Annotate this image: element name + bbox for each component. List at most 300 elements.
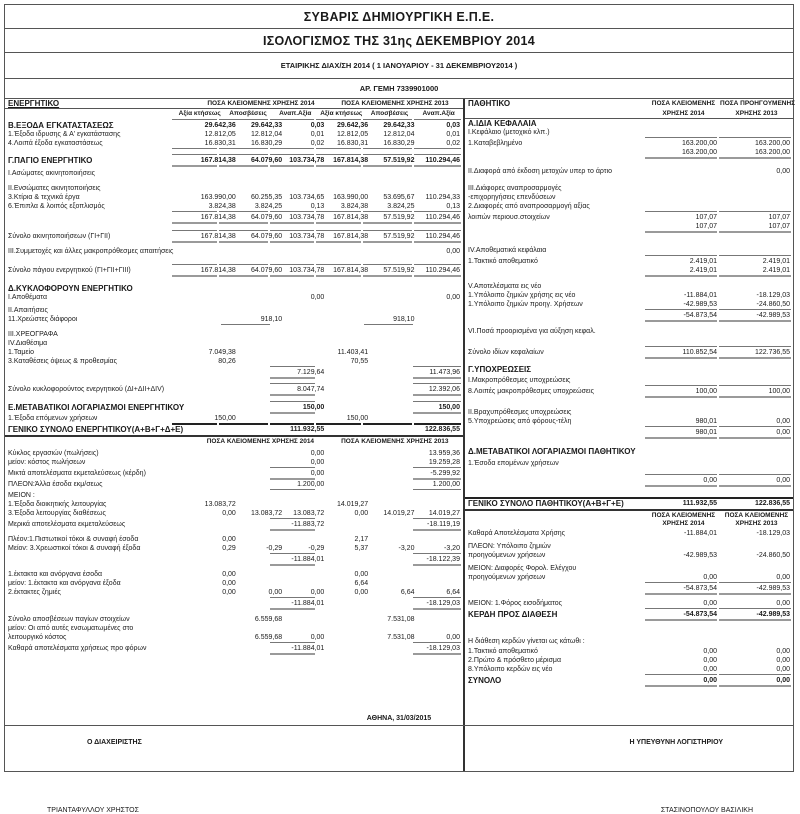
table-row [5, 139, 463, 148]
spacer [219, 241, 267, 243]
row-value: 6.559,68 [254, 634, 283, 641]
table-row [5, 293, 463, 302]
row-value: 1.200,00 [297, 481, 325, 488]
table-row [465, 128, 793, 137]
row-value: -11.884,01 [291, 556, 325, 563]
table-row [465, 499, 793, 508]
table-row [5, 348, 463, 357]
spacer [364, 653, 413, 655]
row-value: 111.932,55 [290, 426, 325, 433]
spacer [270, 377, 315, 379]
balance-sheet-body [5, 99, 796, 814]
row-label: 1.Τακτικό αποθεματικό [468, 648, 538, 655]
spacer [413, 653, 461, 655]
assets-column [5, 99, 465, 771]
table-row [5, 202, 463, 211]
row-value: 3.824,38 [340, 203, 369, 210]
row-value: 80,26 [218, 358, 236, 365]
row-value: -5.299,92 [430, 470, 460, 477]
spacer [270, 653, 315, 655]
row-value: 163.990,00 [333, 194, 369, 201]
row-label: Κύκλος εργασιών (πωλήσεις) [8, 450, 99, 457]
row-value: -18.129,03 [756, 530, 790, 537]
row-label: Γ.ΥΠΟΧΡΕΩΣΕΙΣ [468, 365, 532, 374]
row-label: Καθαρά αποτελέσματα χρήσεως προ φόρων [8, 645, 147, 652]
table-row [5, 368, 463, 377]
spacer [270, 608, 315, 610]
assets-col-acq-2013: Αξία κτήσεως [320, 110, 363, 117]
row-value: 0,00 [776, 168, 790, 175]
rule [5, 324, 463, 326]
row-value: -11.884,01 [291, 645, 325, 652]
company-name: ΣΥΒΑΡΙΣ ΔΗΜΙΟΥΡΓΙΚΗ Ε.Π.Ε. [303, 9, 495, 24]
spacer [175, 564, 221, 566]
spacer [5, 256, 463, 264]
row-label: ΓΕΝΙΚΟ ΣΥΝΟΛΟ ΕΝΕΡΓΗΤΙΚΟΥ(Α+Β+Γ+Δ+Ε) [8, 425, 184, 434]
row-value: -11.883,72 [291, 521, 325, 528]
row-value: 100,00 [768, 388, 790, 395]
document-title-box [5, 29, 793, 53]
spacer [413, 529, 461, 531]
row-label: 4.Λοιπά έξοδα εγκαταστάσεως [8, 140, 103, 147]
row-label: 2.έκτακτες ζημιές [8, 589, 61, 596]
spacer [719, 485, 791, 487]
table-row [5, 232, 463, 241]
spacer [175, 529, 221, 531]
spacer [465, 275, 645, 277]
table-row [465, 291, 793, 300]
row-label: Α.ΙΔΙΑ ΚΕΦΑΛΑΙΑ [468, 119, 537, 128]
spacer [219, 222, 267, 224]
spacer [270, 165, 314, 167]
row-value: 0,02 [446, 140, 460, 147]
table-row [465, 327, 793, 336]
spacer [719, 320, 791, 322]
row-value: 107,07 [695, 214, 717, 221]
spacer [363, 148, 411, 150]
row-value: 16.830,29 [251, 140, 283, 147]
row-value: 13.083,72 [251, 510, 283, 517]
row-label: 1.Έσοδα επομένων χρήσεων [468, 460, 559, 467]
table-row [5, 599, 463, 608]
table-row [465, 676, 793, 685]
spacer [316, 275, 362, 277]
spacer [645, 437, 717, 439]
rule [465, 231, 793, 233]
spacer [645, 157, 717, 159]
spacer [719, 685, 791, 687]
row-value: 167.814,38 [200, 267, 236, 274]
row-label: III.Συμμετοχές και άλλες μακροπρόθεσμες απαιτήσεις [8, 248, 174, 255]
rule [465, 593, 793, 595]
row-value: 980,01 [695, 418, 717, 425]
row-value: 0,00 [268, 589, 283, 596]
row-label: Μερικά αποτελέσματα εκμεταλεύσεως [8, 521, 126, 528]
row-value: 103.734,78 [289, 157, 325, 164]
table-row [465, 665, 793, 674]
spacer [272, 324, 317, 326]
spacer [172, 148, 218, 150]
row-value: 918,10 [393, 316, 415, 323]
spacer [5, 275, 172, 277]
table-row [5, 579, 463, 588]
table-row [5, 357, 463, 366]
row-value: 0,00 [776, 477, 790, 484]
row-label: Μείον: 3.Χρεωστικοί τόκοι & συναφή έξοδα [8, 545, 141, 552]
table-row [5, 156, 463, 165]
row-label: 1.Ταμείο [8, 349, 34, 356]
row-label: Σύνολο κυκλοφορούντος ενεργητικού (ΔΙ+ΔΙΙ+ΔΙV) [8, 386, 165, 393]
row-value: -42.989,53 [683, 552, 717, 559]
row-value: 11.403,41 [337, 349, 369, 356]
spacer [270, 241, 314, 243]
row-label: 3.Κτίρια & τεχνικά έργα [8, 194, 80, 201]
table-row [465, 573, 793, 582]
row-value: 122.736,55 [754, 349, 790, 356]
row-value: 167.814,38 [200, 233, 236, 240]
spacer [219, 275, 267, 277]
spacer [270, 529, 315, 531]
row-value: 0,00 [703, 600, 717, 607]
row-label: ΓΕΝΙΚΟ ΣΥΝΟΛΟ ΠΑΘΗΤΙΚΟΥ(Α+Β+Γ+Ε) [468, 499, 624, 508]
spacer [645, 619, 717, 621]
spacer [270, 394, 315, 396]
rule [465, 157, 793, 159]
accountant-title: Η ΥΠΕΥΘΥΝΗ ΛΟΓΙΣΤΗΡΙΟΥ [629, 739, 723, 746]
table-row [465, 365, 793, 374]
row-label: λειτουργικό κόστος [8, 634, 67, 641]
row-value: 167.814,38 [200, 157, 236, 164]
table-row [5, 509, 463, 518]
spacer [465, 685, 645, 687]
row-value: 12.392,06 [428, 386, 460, 393]
row-label: Σύνολο ακινητοποιήσεων (ΓΙ+ΓΙΙ) [8, 233, 111, 240]
row-value: 16.830,29 [383, 140, 415, 147]
spacer [645, 685, 717, 687]
row-value: 0,00 [310, 450, 325, 457]
spacer [364, 377, 413, 379]
row-value: 0,00 [446, 294, 460, 301]
row-value: 7.531,08 [387, 616, 415, 623]
row-value: 6.559,68 [254, 616, 283, 623]
document-frame [4, 4, 796, 814]
row-value: 3.824,38 [208, 203, 236, 210]
row-label: 3.Καταθέσεις όψεως & προθεσμίας [8, 358, 117, 365]
row-value: 29.642,36 [337, 122, 369, 129]
row-value: 110.294,33 [425, 194, 460, 201]
table-row [5, 315, 463, 324]
row-value: -54.873,54 [683, 611, 717, 618]
row-label: 2.Διαφορές από αναπροσαρμογή αξίας [468, 203, 590, 210]
row-value: 70,55 [350, 358, 369, 365]
row-value: 103.734,78 [289, 233, 325, 240]
row-value: 103.734,78 [289, 214, 325, 221]
table-row [465, 408, 793, 417]
spacer [465, 357, 645, 359]
spacer [465, 233, 793, 246]
spacer [645, 357, 717, 359]
pd-year-2013-header: ΠΟΣΑ ΚΛΕΙΟΜΕΝΗΣ [724, 512, 789, 519]
spacer [172, 275, 218, 277]
spacer [221, 377, 270, 379]
row-label: VI.Ποσά προορισμένα για αύξηση κεφαλ. [468, 328, 596, 335]
row-label: 1.Έξοδα επόμενων χρήσεων [8, 415, 98, 422]
row-value: -24.860,50 [756, 301, 790, 308]
row-value: 0,00 [222, 510, 236, 517]
row-value: 122.836,55 [754, 500, 790, 507]
spacer [221, 564, 270, 566]
row-value: -18.129,03 [756, 292, 790, 299]
spacer [645, 396, 717, 398]
row-value: 167.814,38 [333, 267, 369, 274]
row-value: 6,64 [400, 589, 415, 596]
spacer [317, 564, 363, 566]
row-value: 57.519,92 [383, 267, 415, 274]
table-row [5, 330, 463, 339]
assets-year-2013-header: ΠΟΣΑ ΚΛΕΙΟΜΕΝΗΣ ΧΡΗΣΗΣ 2013 [341, 100, 449, 107]
table-row [465, 202, 793, 211]
row-value: -54.873,54 [683, 312, 717, 319]
spacer [465, 485, 645, 487]
spacer [465, 593, 645, 595]
row-label: I.Κεφάλαιο (μετοχικό κλπ.) [468, 129, 550, 136]
spacer [5, 277, 463, 284]
table-row [465, 266, 793, 275]
table-row [465, 311, 793, 320]
row-value: 14.019,27 [383, 510, 415, 517]
rule [5, 653, 463, 655]
row-value: 12.812,05 [204, 131, 236, 138]
table-row [5, 425, 463, 434]
row-value: 110.294,46 [425, 233, 460, 240]
row-value: 64.079,60 [251, 214, 283, 221]
row-value: 0,00 [703, 477, 717, 484]
row-value: 13.083,72 [204, 501, 236, 508]
spacer [221, 394, 270, 396]
row-value: -11.884,01 [684, 292, 717, 299]
row-value: 150,00 [346, 415, 369, 422]
spacer [363, 241, 411, 243]
row-value: 0,01 [446, 131, 460, 138]
row-value: 64.079,60 [251, 267, 283, 274]
row-value: 167.814,38 [333, 233, 369, 240]
row-value: 16.830,31 [337, 140, 369, 147]
rule [465, 619, 793, 621]
row-value: 150,00 [438, 404, 460, 411]
spacer [465, 621, 793, 637]
row-value: 29.642,33 [251, 122, 283, 129]
row-value: -18.119,19 [427, 521, 460, 528]
assets-col-depr-2013: Αποσβέσεις [370, 110, 409, 117]
row-label: I.Ασώματες ακινητοποιήσεις [8, 170, 96, 177]
table-row [465, 447, 793, 456]
table-row [5, 403, 463, 412]
row-value: 167.814,38 [333, 157, 369, 164]
table-row [5, 385, 463, 394]
table-row [465, 542, 793, 551]
manager-name: ΤΡΙΑΝΤΑΦΥΛΛΟΥ ΧΡΗΣΤΟΣ [47, 807, 139, 814]
liabilities-rows [465, 119, 793, 508]
row-label: 3.Έξοδα λειτουργίας διαθέσεως [8, 510, 106, 517]
row-value: -11.884,01 [684, 530, 717, 537]
table-row [465, 300, 793, 309]
row-label: μείον: 1.έκτακτα και ανόργανα έξοδα [8, 580, 121, 587]
spacer [219, 165, 267, 167]
row-label: 1.Έξοδα ιδρυσης & Α' εγκατάστασης [8, 131, 121, 138]
spacer [317, 324, 363, 326]
spacer [316, 148, 362, 150]
assets-heading: ΕΝΕΡΓΗΤΙΚΟ [8, 99, 60, 108]
row-value: 0,00 [446, 248, 460, 255]
table-row [465, 282, 793, 291]
table-row [5, 130, 463, 139]
spacer [317, 394, 363, 396]
row-value: 0,29 [222, 545, 236, 552]
row-value: 0,00 [354, 589, 369, 596]
row-value: 103.734,65 [289, 194, 325, 201]
rule [465, 357, 793, 359]
row-label: Πλέον:1.Πιστωτικοί τόκοι & συναφή έσοδα [8, 536, 139, 543]
row-label: II.Βραχυπρόθεσμες υποχρεώσεις [468, 409, 572, 416]
spacer [719, 275, 791, 277]
table-row [465, 637, 793, 646]
table-row [465, 387, 793, 396]
row-label: II.Ενσώματες ακινητοποιήσεις [8, 185, 101, 192]
row-value: 163.200,00 [754, 140, 790, 147]
row-label: 5.Υποχρεώσεις από φόρους-τέλη [468, 418, 572, 425]
spacer [316, 165, 362, 167]
assets-rows [5, 119, 463, 434]
row-value: -42.989,53 [756, 611, 790, 618]
row-value: 110.294,46 [425, 214, 460, 221]
row-label: 1.έκτακτα και ανόργανα έσοδα [8, 571, 103, 578]
row-value: 163.200,00 [681, 149, 717, 156]
row-value: 0,00 [310, 459, 325, 466]
spacer [270, 222, 314, 224]
table-row [5, 644, 463, 653]
spacer [719, 231, 791, 233]
spacer [465, 320, 645, 322]
row-label: II.Διαφορά από έκδοση μετοχών υπερ το άρτιο [468, 168, 612, 175]
liab-year-2013-header: ΠΟΣΑ ΠΡΟΗΓΟΥΜΕΝΗΣ [720, 100, 796, 107]
table-row [5, 520, 463, 529]
row-value: 122.836,55 [424, 426, 460, 433]
spacer [221, 608, 270, 610]
row-label: Γ.ΠΑΓΙΟ ΕΝΕΡΓΗΤΙΚΟ [8, 156, 93, 165]
spacer [221, 324, 270, 326]
row-label: 8.Λοιπές μακροπρόθεσμες υποχρεώσεις [468, 388, 594, 395]
assets-subheader-row [5, 109, 463, 119]
row-label: 1.Έξοδα διοικητικής λειτουργίας [8, 501, 107, 508]
spacer [363, 165, 411, 167]
row-value: 7.049,38 [208, 349, 236, 356]
table-row [5, 213, 463, 222]
table-row [5, 121, 463, 130]
row-value: 0,00 [776, 657, 790, 664]
row-label: 2.Πρώτο & πρόσθετο μέρισμα [468, 657, 561, 664]
spacer [465, 157, 645, 159]
rule [5, 275, 463, 277]
accountant-name: ΣΤΑΣΙΝΟΠΟΥΛΟΥ ΒΑΣΙΛΙΚΗ [660, 807, 753, 814]
row-label: I.Αποθέματα [8, 294, 47, 301]
row-label: προηγούμενων χρήσεων [468, 574, 546, 581]
place-date: ΑΘΗΝΑ, 31/03/2015 [366, 715, 432, 722]
spacer [645, 275, 717, 277]
row-label: Δ.ΜΕΤΑΒΑΤΙΚΟΙ ΛΟΓΑΡΙΑΣΜΟΙ ΠΑΘΗΤΙΚΟΥ [468, 447, 636, 456]
spacer [172, 241, 218, 243]
row-label: μείον: κόστος πωλήσεων [8, 459, 86, 466]
row-value: 0,02 [310, 140, 325, 147]
row-value: 0,00 [776, 429, 790, 436]
rule [465, 320, 793, 322]
spacer [172, 222, 218, 224]
row-value: 60.255,35 [251, 194, 283, 201]
liabilities-header-row [465, 99, 796, 109]
table-row [465, 213, 793, 222]
spacer [5, 564, 175, 566]
row-value: 64.079,60 [251, 233, 283, 240]
row-value: 163.200,00 [754, 149, 790, 156]
row-label: προηγούμενων χρήσεων [468, 552, 546, 559]
row-label: Δ.ΚΥΚΛΟΦΟΡΟΥΝ ΕΝΕΡΓΗΤΙΚΟ [8, 284, 133, 293]
row-value: 0,00 [310, 634, 325, 641]
spacer [270, 275, 314, 277]
table-row [5, 193, 463, 202]
table-row [465, 428, 793, 437]
table-row [465, 222, 793, 231]
table-row [465, 184, 793, 193]
table-row [5, 184, 463, 193]
row-value: 0,03 [310, 122, 325, 129]
row-value: 110.852,54 [682, 349, 717, 356]
is-year-2013-header: ΠΟΣΑ ΚΛΕΙΟΜΕΝΗΣ ΧΡΗΣΗΣ 2013 [341, 438, 449, 445]
spacer [364, 564, 413, 566]
table-row [5, 624, 463, 633]
row-value: 29.642,33 [383, 122, 415, 129]
spacer [645, 320, 717, 322]
spacer [172, 165, 218, 167]
row-value: -18.129,03 [426, 600, 460, 607]
spacer [363, 222, 411, 224]
row-value: 0,00 [776, 600, 790, 607]
rule [5, 394, 463, 396]
row-label: IV.Αποθεματικά κεφάλαια [468, 247, 547, 254]
table-row [465, 610, 793, 619]
row-value: 163.990,00 [200, 194, 236, 201]
fiscal-period: ΕΤΑΙΡΙΚΗΣ ΔΙΑΧ/ΣΗ 2014 ( 1 ΙΑΝΟΥΑΡΙΟΥ - 31 ΔΕΚΕΜΒΡΙΟΥ2014 ) [280, 61, 518, 70]
row-value: 0,01 [310, 131, 325, 138]
table-row [5, 284, 463, 293]
row-value: 7.129,64 [297, 369, 325, 376]
row-value: 11.473,96 [429, 369, 460, 376]
liab-year-2013-sub: ΧΡΗΣΗΣ 2013 [735, 110, 778, 117]
spacer [5, 529, 175, 531]
row-value: 7.531,08 [387, 634, 415, 641]
spacer [719, 157, 791, 159]
table-row [5, 458, 463, 467]
row-label: I.Μακροπρόθεσμες υποχρεώσεις [468, 377, 571, 384]
row-value: 5,37 [354, 545, 369, 552]
row-value: 57.519,92 [383, 214, 415, 221]
row-value: 19.259,28 [428, 459, 460, 466]
assets-col-net-2014: Αναπ.Αξία [279, 110, 312, 117]
table-row [465, 376, 793, 385]
rule [5, 222, 463, 224]
spacer [465, 231, 645, 233]
row-value: 64.079,60 [251, 157, 283, 164]
row-value: 111.932,55 [682, 500, 717, 507]
table-row [5, 615, 463, 624]
